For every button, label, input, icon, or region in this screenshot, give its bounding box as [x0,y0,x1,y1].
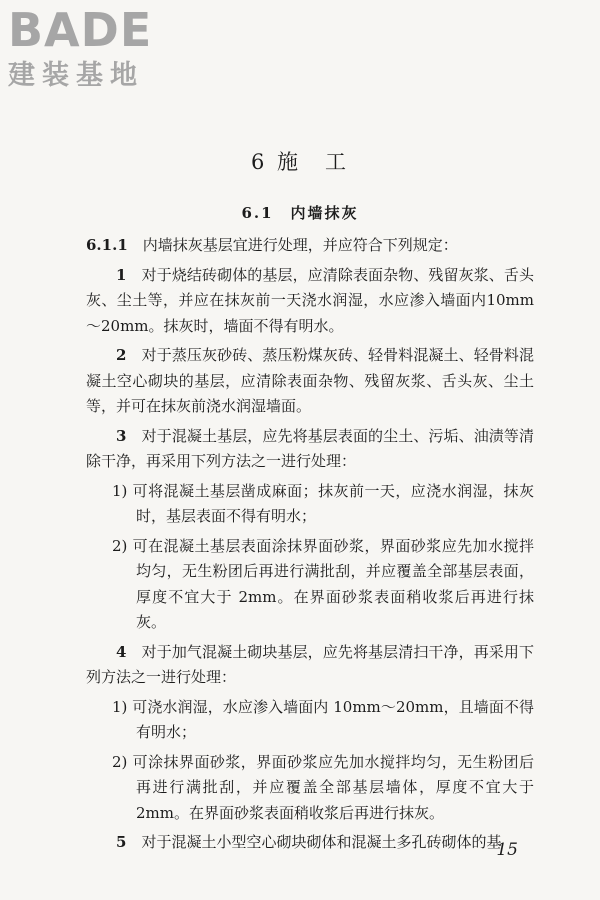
item-number: 4 [116,642,127,661]
item-number: 1 [116,265,127,284]
item-3-sub-2 [86,534,534,636]
item-4-sub-1 [86,695,534,746]
item-3 [86,424,534,475]
item-5 [86,830,534,856]
clause-6-1-1 [86,233,534,259]
bade-logo [8,4,183,99]
sub-number: 1) [112,697,128,716]
item-number: 2 [116,346,127,364]
logo-subtitle: 建装基地 [8,60,144,91]
sub-text: 可将混凝土基层凿成麻面；抹灰前一天，应浇水润湿，抹灰时，基层表面不得有明水； [127,481,534,525]
item-4 [86,640,534,691]
clause-number: 6.1.1 [86,236,128,254]
sub-number: 2) [112,752,128,771]
sub-text: 可涂抹界面砂浆，界面砂浆应先加水搅拌均匀，无生粉团后再进行满批刮，并应覆盖全部基层墙体，厚度不宜大于 2mm。在界面砂浆表面稍收浆后再进行抹灰。 [127,752,534,822]
item-2 [86,343,534,420]
document-body [86,233,534,860]
sub-number: 2) [112,536,128,555]
logo-mark: BADE [8,3,153,57]
sub-text: 可在混凝土基层表面涂抹界面砂浆，界面砂浆应先加水搅拌均匀，无生粉团后再进行满批刮，并应覆盖全部基层表面，厚度不宜大于 2mm。在界面砂浆表面稍收浆后再进行抹灰。 [127,536,534,631]
item-number: 5 [116,833,127,851]
item-text: 对于蒸压灰砂砖、蒸压粉煤灰砖、轻骨料混凝土、轻骨料混凝土空心砌块的基层，应清除表面杂物、残留灰浆、舌头灰、尘土等，并可在抹灰前浇水润湿墙面。 [86,346,534,415]
item-number: 3 [116,426,127,445]
page-number: 15 [496,840,518,860]
item-text: 对于加气混凝土砌块基层，应先将基层清扫干净，再采用下列方法之一进行处理： [86,642,534,686]
item-text: 对于混凝土小型空心砌块砌体和混凝土多孔砖砌体的基 [126,833,502,851]
item-text: 对于烧结砖砌体的基层，应清除表面杂物、残留灰浆、舌头灰、尘土等，并应在抹灰前一天浇水润湿，水应渗入墙面内10mm～20mm。抹灰时，墙面不得有明水。 [86,265,534,335]
sub-text: 可浇水润湿，水应渗入墙面内 10mm～20mm，且墙面不得有明水； [127,697,534,741]
sub-number: 1) [112,481,128,500]
item-4-sub-2 [86,750,534,827]
chapter-title: 6 施 工 [250,150,350,174]
clause-text: 内墙抹灰基层宜进行处理，并应符合下列规定： [127,236,458,254]
item-text: 对于混凝土基层，应先将基层表面的尘土、污垢、油渍等清除干净，再采用下列方法之一进行处理： [86,426,534,470]
item-1 [86,263,534,340]
item-3-sub-1 [86,479,534,530]
section-title: 6.1 内墙抹灰 [241,204,359,222]
